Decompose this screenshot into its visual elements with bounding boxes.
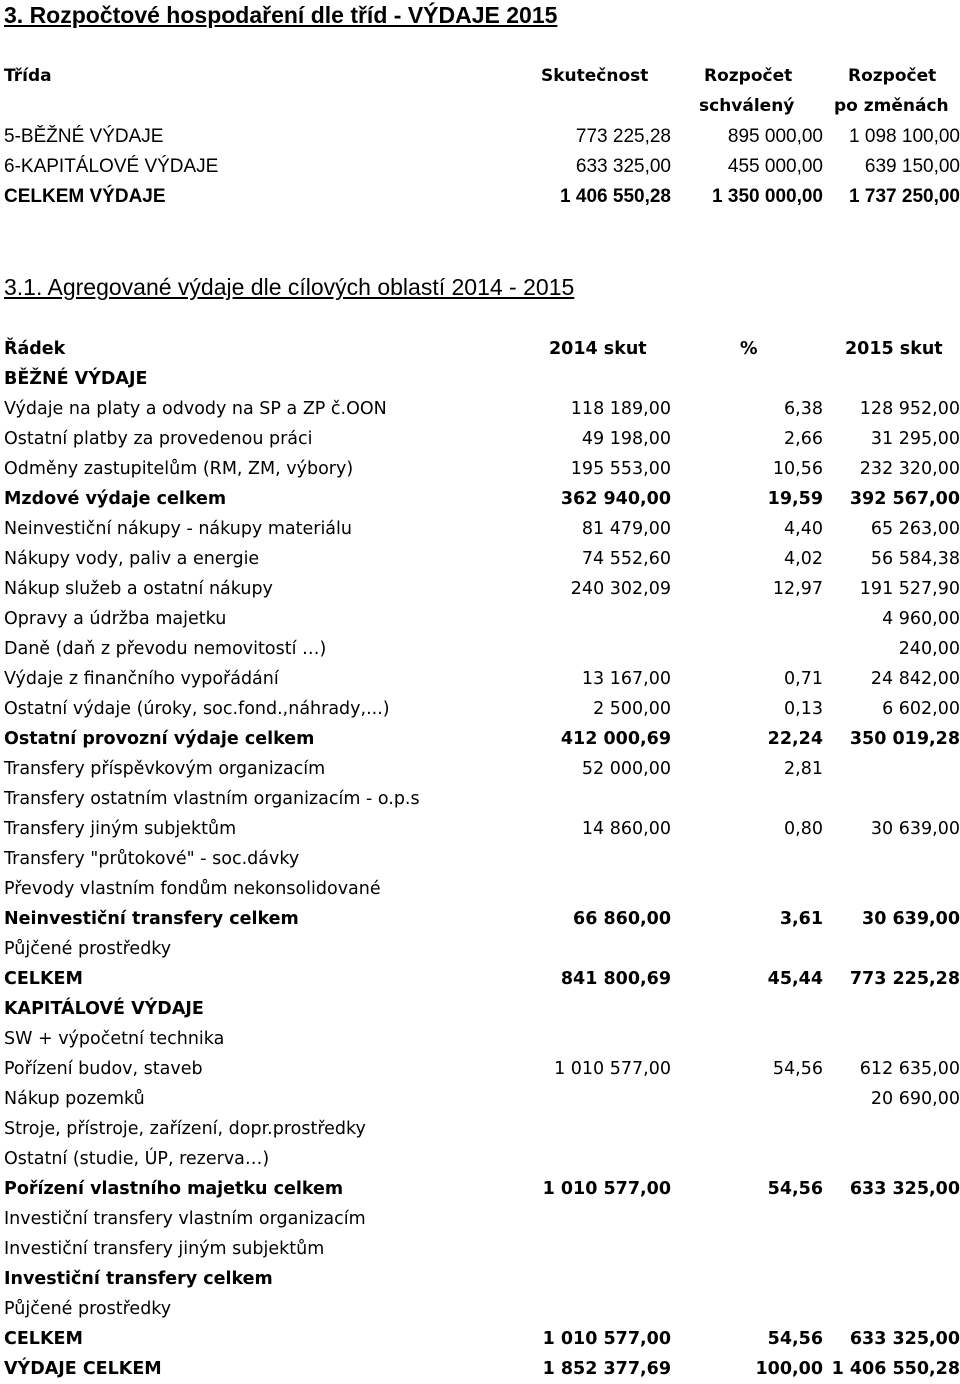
row-label: KAPITÁLOVÉ VÝDAJE [4, 999, 204, 1019]
row-label: CELKEM [4, 1329, 83, 1349]
table-row-total [0, 182, 960, 212]
row-label: Investiční transfery vlastním organizacím [4, 1209, 366, 1229]
table-header [0, 334, 960, 364]
cell-2014-skut: 66 860,00 [573, 909, 671, 929]
cell-percent: 2,66 [784, 429, 823, 449]
row-label: Pořízení vlastního majetku celkem [4, 1179, 344, 1199]
cell-2014-skut: 841 800,69 [560, 969, 671, 989]
table-row [0, 784, 960, 814]
header-2014-skut: 2014 skut [549, 339, 647, 359]
cell-percent: 4,02 [784, 549, 823, 569]
header-rozpocet-schvaleny-line2: schválený [699, 96, 795, 116]
row-label: Ostatní výdaje (úroky, soc.fond.,náhrady,...) [4, 699, 390, 719]
cell-2015-skut: 30 639,00 [870, 819, 960, 839]
cell-percent: 0,71 [784, 669, 823, 689]
cell-2015-skut: 191 527,90 [859, 579, 960, 599]
table-row [0, 514, 960, 544]
cell-po-zmenach: 639 150,00 [864, 156, 960, 177]
row-label: Stroje, přístroje, zařízení, dopr.prostředky [4, 1119, 366, 1139]
table-row [0, 122, 960, 152]
cell-skutecnost: 773 225,28 [575, 126, 671, 147]
cell-2015-skut: 633 325,00 [849, 1179, 960, 1199]
cell-percent: 0,80 [784, 819, 823, 839]
row-label: Nákup pozemků [4, 1089, 145, 1109]
cell-skutecnost: 1 406 550,28 [560, 186, 671, 207]
table-row [0, 814, 960, 844]
row-label: Mzdové výdaje celkem [4, 489, 227, 509]
cell-2014-skut: 118 189,00 [570, 399, 671, 419]
page-title: 3. Rozpočtové hospodaření dle tříd - VÝDAJE 2015 [4, 2, 558, 28]
cell-2015-skut: 30 639,00 [862, 909, 960, 929]
cell-percent: 100,00 [755, 1359, 823, 1379]
header-trida: Třída [4, 66, 52, 86]
row-label: Transfery ostatním vlastním organizacím - o.p.s [4, 789, 420, 809]
table-row [0, 664, 960, 694]
table-row [0, 904, 960, 934]
table-header [0, 62, 960, 122]
table-row [0, 1144, 960, 1174]
cell-percent: 54,56 [767, 1179, 823, 1199]
cell-2015-skut: 773 225,28 [849, 969, 960, 989]
cell-percent: 4,40 [784, 519, 823, 539]
cell-percent: 3,61 [779, 909, 823, 929]
row-label: Investiční transfery jiným subjektům [4, 1239, 325, 1259]
table-row [0, 994, 960, 1024]
cell-2015-skut: 633 325,00 [849, 1329, 960, 1349]
cell-2015-skut: 392 567,00 [849, 489, 960, 509]
table-row [0, 1294, 960, 1324]
cell-percent: 2,81 [784, 759, 823, 779]
cell-2014-skut: 1 852 377,69 [542, 1359, 671, 1379]
table-row [0, 1324, 960, 1354]
cell-2015-skut: 31 295,00 [870, 429, 960, 449]
cell-skutecnost: 633 325,00 [575, 156, 671, 177]
row-label: SW + výpočetní technika [4, 1029, 225, 1049]
cell-2014-skut: 240 302,09 [570, 579, 671, 599]
table-row [0, 604, 960, 634]
cell-po-zmenach: 1 737 250,00 [849, 186, 960, 207]
row-label: Půjčené prostředky [4, 939, 172, 959]
cell-percent: 12,97 [772, 579, 823, 599]
row-label: Výdaje z finančního vypořádání [4, 669, 279, 689]
row-label: VÝDAJE CELKEM [4, 1359, 162, 1379]
cell-2014-skut: 412 000,69 [560, 729, 671, 749]
cell-2015-skut: 56 584,38 [870, 549, 960, 569]
header-rozpocet-schvaleny-line1: Rozpočet [704, 66, 793, 86]
cell-2014-skut: 2 500,00 [593, 699, 671, 719]
cell-2015-skut: 240,00 [898, 639, 960, 659]
cell-2015-skut: 128 952,00 [859, 399, 960, 419]
table-row [0, 394, 960, 424]
cell-schvaleny: 455 000,00 [727, 156, 823, 177]
cell-percent: 10,56 [772, 459, 823, 479]
table-row [0, 424, 960, 454]
cell-2015-skut: 232 320,00 [859, 459, 960, 479]
row-label: CELKEM VÝDAJE [4, 186, 166, 207]
cell-2014-skut: 1 010 577,00 [542, 1329, 671, 1349]
cell-2014-skut: 74 552,60 [581, 549, 671, 569]
table-row [0, 724, 960, 754]
table-row [0, 364, 960, 394]
table-row [0, 1204, 960, 1234]
row-label: Převody vlastním fondům nekonsolidované [4, 879, 381, 899]
cell-2015-skut: 1 406 550,28 [831, 1359, 960, 1379]
cell-2014-skut: 13 167,00 [581, 669, 671, 689]
row-label: Ostatní platby za provedenou práci [4, 429, 313, 449]
table-row [0, 1114, 960, 1144]
header-radek: Řádek [4, 339, 66, 359]
row-label: 5-BĚŽNÉ VÝDAJE [4, 126, 164, 147]
table-row [0, 484, 960, 514]
cell-percent: 22,24 [767, 729, 823, 749]
cell-2014-skut: 362 940,00 [560, 489, 671, 509]
table-row [0, 152, 960, 182]
aggregated-expenditure-table [0, 334, 960, 1384]
row-label: Odměny zastupitelům (RM, ZM, výbory) [4, 459, 354, 479]
row-label: Ostatní (studie, ÚP, rezerva…) [4, 1149, 270, 1169]
table-row [0, 874, 960, 904]
row-label: Nákup služeb a ostatní nákupy [4, 579, 273, 599]
table-row [0, 694, 960, 724]
row-label: Transfery jiným subjektům [4, 819, 237, 839]
cell-percent: 45,44 [767, 969, 823, 989]
table-row [0, 964, 960, 994]
cell-percent: 0,13 [784, 699, 823, 719]
cell-2015-skut: 4 960,00 [882, 609, 960, 629]
row-label: Nákupy vody, paliv a energie [4, 549, 260, 569]
cell-percent: 6,38 [784, 399, 823, 419]
row-label: BĚŽNÉ VÝDAJE [4, 369, 148, 389]
table-row [0, 574, 960, 604]
cell-2014-skut: 52 000,00 [581, 759, 671, 779]
cell-2014-skut: 1 010 577,00 [542, 1179, 671, 1199]
row-label: Transfery příspěvkovým organizacím [4, 759, 326, 779]
row-label: Neinvestiční transfery celkem [4, 909, 299, 929]
table-row [0, 634, 960, 664]
row-label: Pořízení budov, staveb [4, 1059, 203, 1079]
table-row [0, 1234, 960, 1264]
table-row [0, 544, 960, 574]
cell-2015-skut: 350 019,28 [849, 729, 960, 749]
cell-schvaleny: 1 350 000,00 [712, 186, 823, 207]
header-rozpocet-zmeny-line1: Rozpočet [848, 66, 937, 86]
cell-2014-skut: 81 479,00 [581, 519, 671, 539]
row-label: 6-KAPITÁLOVÉ VÝDAJE [4, 156, 219, 177]
cell-2014-skut: 1 010 577,00 [554, 1059, 671, 1079]
class-expenditure-table [0, 62, 960, 212]
table-row [0, 1084, 960, 1114]
row-label: Půjčené prostředky [4, 1299, 172, 1319]
cell-2015-skut: 20 690,00 [870, 1089, 960, 1109]
row-label: Investiční transfery celkem [4, 1269, 273, 1289]
row-label: Transfery "průtokové" - soc.dávky [4, 849, 300, 869]
row-label: Daně (daň z převodu nemovitostí …) [4, 639, 327, 659]
row-label: Opravy a údržba majetku [4, 609, 227, 629]
header-skutecnost: Skutečnost [541, 66, 649, 86]
cell-percent: 19,59 [767, 489, 823, 509]
cell-2014-skut: 49 198,00 [581, 429, 671, 449]
header-rozpocet-zmeny-line2: po změnách [834, 96, 949, 116]
table-row [0, 1054, 960, 1084]
cell-2015-skut: 6 602,00 [882, 699, 960, 719]
row-label: Ostatní provozní výdaje celkem [4, 729, 315, 749]
header-2015-skut: 2015 skut [845, 339, 943, 359]
cell-2015-skut: 612 635,00 [859, 1059, 960, 1079]
table-row [0, 754, 960, 784]
table-row [0, 1174, 960, 1204]
row-label: Neinvestiční nákupy - nákupy materiálu [4, 519, 352, 539]
cell-2014-skut: 14 860,00 [581, 819, 671, 839]
table-row [0, 844, 960, 874]
row-label: CELKEM [4, 969, 83, 989]
table-row [0, 934, 960, 964]
cell-2015-skut: 65 263,00 [870, 519, 960, 539]
cell-percent: 54,56 [767, 1329, 823, 1349]
table-row [0, 1264, 960, 1294]
table-row [0, 454, 960, 484]
cell-po-zmenach: 1 098 100,00 [849, 126, 960, 147]
row-label: Výdaje na platy a odvody na SP a ZP č.OON [4, 399, 387, 419]
section-subtitle: 3.1. Agregované výdaje dle cílových oblastí 2014 - 2015 [4, 274, 575, 300]
cell-schvaleny: 895 000,00 [727, 126, 823, 147]
header-percent: % [740, 339, 758, 359]
cell-percent: 54,56 [772, 1059, 823, 1079]
cell-2015-skut: 24 842,00 [870, 669, 960, 689]
cell-2014-skut: 195 553,00 [570, 459, 671, 479]
table-row [0, 1024, 960, 1054]
